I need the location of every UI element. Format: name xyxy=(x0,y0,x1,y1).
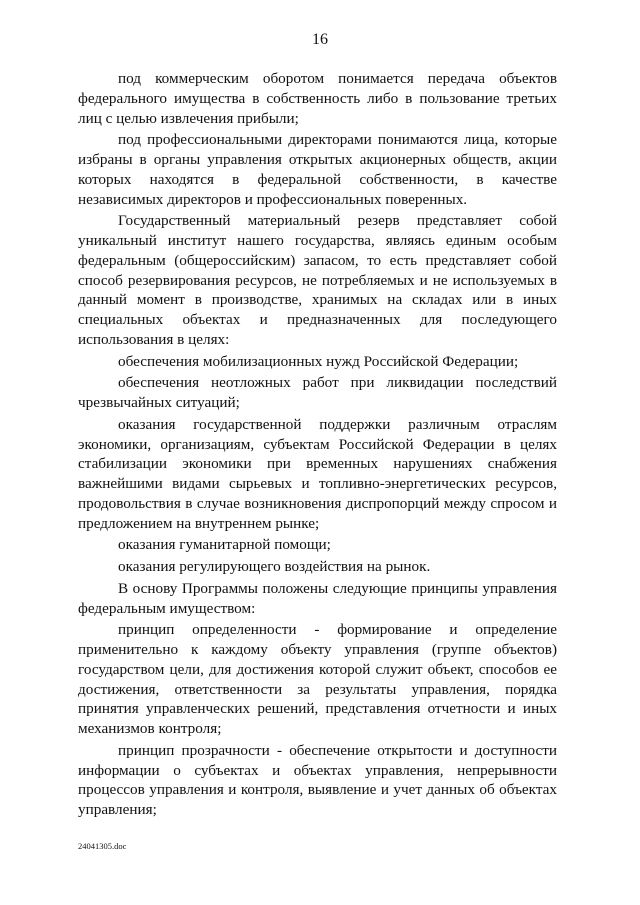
paragraph-humanitarian-aid: оказания гуманитарной помощи; xyxy=(118,536,331,554)
paragraph-program-principles: В основу Программы положены следующие принципы управления федеральным имуществом: xyxy=(78,579,557,617)
paragraph-state-reserve: Государственный материальный резерв представляет собой уникальный институт нашего государства, являясь единым особым федеральным (общероссийским) запасом, то есть представляет собой способ резервирования ресурсов, не потребляемых и не используемых в данный момент в производстве, хранимых на складах или в иных специальных объектах и предназначенных для последующего использования в целях: xyxy=(78,212,557,348)
paragraph-emergency-works: обеспечения неотложных работ при ликвидации последствий чрезвычайных ситуаций; xyxy=(78,374,557,411)
paragraph-state-support: оказания государственной поддержки различным отраслям экономики, организациям, субъектам Российской Федерации в целях стабилизации экономики при временных нарушениях снабжения важнейшими видами сырьевых и топливно-энергетических ресурсов, продовольствия в случае возникновения диспропорций между спросом и предложением на внутреннем рынке; xyxy=(78,415,557,532)
paragraph-principle-transparency: принцип прозрачности - обеспечение открытости и доступности информации о субъектах и объектах управления, непрерывности процессов управления и контроля, выявление и учет данных об объектах управления; xyxy=(78,741,557,818)
paragraph-market-regulation: оказания регулирующего воздействия на рынок. xyxy=(118,558,431,575)
paragraph-commercial-turnover: под коммерческим оборотом понимается передача объектов федерального имущества в собственность либо в пользование третьих лиц с целью извлечения прибыли; xyxy=(78,70,557,127)
document-body xyxy=(78,69,557,822)
document-file-code: 24041305.doc xyxy=(78,841,127,851)
paragraph-principle-certainty: принцип определенности - формирование и определение применительно к каждому объекту управления (группе объектов) государством цели, для достижения которой служит объект, способов ее достижения, ответственности за результаты управления, порядка принятия управленческих решений, представления отчетности и иных механизмов контроля; xyxy=(78,621,557,737)
page-number: 16 xyxy=(312,31,328,48)
paragraph-mobilization-needs: обеспечения мобилизационных нужд Российской Федерации; xyxy=(118,352,519,370)
paragraph-professional-directors: под профессиональными директорами понимаются лица, которые избраны в органы управления открытых акционерных обществ, акции которых находятся в федеральной собственности, в качестве независимых директоров и профессиональных поверенных. xyxy=(78,131,557,208)
